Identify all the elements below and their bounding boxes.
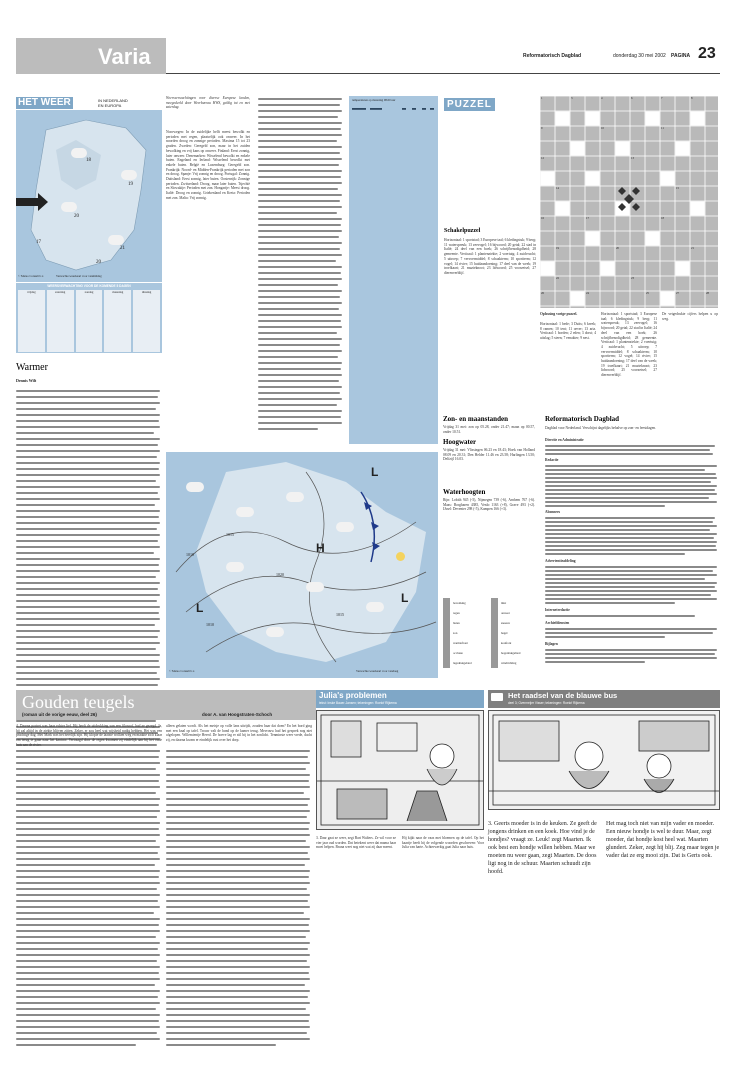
raadsel-col-2: Het mag toch niet van mijn vader en moeder. Een nieuw hondje is wel te duur. Maar, zegt moeder, dat hondje kost heel wat. Maarten glundert. Zeker, zegt hij blij. Zeg maar tegen je vader dat ze erg mooi zijn. Dat is Gerts ook.	[606, 821, 720, 859]
puzzle-grid	[540, 96, 718, 308]
table-title: temperaturen op maandag 08.00 uur	[352, 98, 396, 102]
cell-number: 13	[631, 156, 634, 160]
puzzle-col-3: Horizontaal: 1 sportstad; 3 Europese taal; 6 kledingstuk; 9 berg; 11 waterspreuk; 13 zeevogel; 16 bijwoord; 20 getal; 22 stad in Italië; 24 deel van een boek; 26 schrijfbenodigdheid; 28 gemeente. Verticaal: 1 plantenziekte; 2 voertuig; 4 zuidvrucht; 5 uitroep; 7 vervoermiddel; 8 schaakterm; 10 sportterm; 12 vogel; 14 rivier; 15 huidaandoening; 17 deel van de week; 19 troefkaart; 21 muzieknoot; 23 lidwoord; 25 voorzetsel; 27 dierenverblijf.	[601, 312, 657, 378]
legend-item: zon	[443, 628, 489, 638]
raadsel-comic	[488, 710, 720, 810]
story-col-1-body	[16, 750, 162, 1050]
map-temp: 18	[86, 158, 91, 163]
story-col-1: 4. Daarna portret was haar echter lief. Hij heeft de uitdrukking van een filosoof, had ze gezegd. Ja, hij zal altijd in de ziekte blijven zitten. Zeker, er zou heel wat wijsheid nodig hebben. Het was een prachtige dag. Mei Mark was het heerlijk zijn. Hij klopte de laatste wolken weg en maakte zich klaar om terug te gaan naar het kantoor. Vertraagd door de regen kwamen zij eindelijk aan bij het oude huis aan de rivier.	[16, 724, 162, 747]
map-caption-right: Verwachte weerkaart voor vanmiddag	[56, 274, 102, 278]
julia-col-1: 3. Daar gaat ze weer, zegt Bart Walters. Ze wil voor ze vier jaar oud worden. Dat betekent weer dat mama haar moet helpen. Bruna weet nog niet wat zij daar meent.	[316, 836, 396, 850]
cell-number: 10	[601, 126, 604, 130]
forecast-day: maandag	[104, 290, 131, 352]
map-temp: 20	[74, 214, 79, 219]
isobar-label: 1015	[226, 532, 234, 537]
story-banner	[16, 690, 316, 720]
cloud-icon	[71, 148, 87, 158]
map-svg	[166, 452, 438, 678]
page-header	[16, 38, 720, 74]
puzzle-solution-title: Oplossing vorige puzzel.	[540, 312, 578, 316]
forecast-day: zaterdag	[47, 290, 74, 352]
legend-item: onweer	[491, 608, 537, 618]
cell-number: 1	[541, 96, 543, 100]
raadsel-title: Het raadsel van de blauwe bus	[508, 691, 618, 700]
europe-intro: Weersverwachtingen voor diverse Europese landen, meegedeeld door Weerbureau HWS, geldig tot en met zaterdag.	[166, 96, 250, 110]
weather-legend	[443, 598, 537, 678]
page-label: PAGINA	[671, 53, 691, 59]
legend-item: mist	[491, 598, 537, 608]
raadsel-credits: deel 3; Overmeijer Visser; tekeningen: Roelof Rijkema	[508, 701, 585, 705]
julia-col-2: Hij kijkt naar de vaas met bloemen op de tafel. Op het kaartje heeft hij de volgende woorden geschreven: Voor Julia van harte. Achterwerkig gaat Julia naar huis.	[402, 836, 484, 850]
bus-icon	[491, 693, 503, 701]
cell-number: 17	[586, 216, 589, 220]
section-title: Varia	[98, 44, 151, 69]
comic-drawing	[317, 711, 483, 829]
comic-drawing	[489, 711, 719, 809]
cell-number: 8	[691, 96, 693, 100]
story-title: Gouden teugels	[22, 692, 135, 712]
sun-icon	[396, 552, 405, 561]
cell-number: 12	[541, 156, 544, 160]
story-col-2: alleen gelaten wordt. Als het meisje op volle lans uitrijdt, zouden haar dat doen? En het bord ging met een knal op tafel. Trouw valt de hond op de kamer terug. Mevrouw had het gesprek nog niet afgelopen. Willemientje Heerd. De hoeve lag er stil bij in het zonlicht. Tenminste weer vrede, dacht zij, en daarna kwam er eindelijk rust over het dorp.	[166, 724, 312, 743]
forecast-days	[18, 290, 160, 352]
cloud-icon	[121, 170, 137, 180]
story-col-2-body	[166, 750, 312, 1050]
cell-number: 19	[556, 246, 559, 250]
weather-article-byline: Dennis Wilt	[16, 378, 37, 383]
cell-number: 18	[661, 216, 664, 220]
forecast-day: vrijdag	[18, 290, 45, 352]
legend-item: sneeuw	[491, 618, 537, 628]
cell-number: 7	[661, 96, 663, 100]
europe-weather-map	[166, 452, 438, 678]
cell-number: 14	[556, 186, 559, 190]
cell-number: 3	[571, 96, 573, 100]
cell-number: 23	[631, 276, 634, 280]
rd-title: Reformatorisch Dagblad	[545, 415, 620, 423]
isobar-label: 1010	[206, 622, 214, 627]
cloud-icon	[286, 492, 304, 502]
cloud-icon	[108, 235, 124, 245]
weather-subtitle-2: EN EUROPA	[98, 103, 122, 108]
pressure-low: L	[371, 465, 379, 479]
date: donderdag 30 mei 2002	[613, 53, 666, 59]
cloud-icon	[61, 202, 77, 212]
cloud-icon	[306, 582, 324, 592]
forecast-day: dinsdag	[133, 290, 160, 352]
rd-heading: Advertentieafdeling	[545, 559, 576, 563]
weather-title: HET WEER	[18, 97, 71, 108]
puzzle-section-title: Schakelpuzzel	[444, 228, 481, 234]
cell-number: 24	[586, 291, 589, 295]
cell-number: 11	[661, 126, 664, 130]
cell-number: 9	[541, 126, 543, 130]
raadsel-banner	[488, 690, 720, 708]
map-svg	[16, 110, 162, 282]
map-temp: 20	[96, 260, 101, 265]
rd-heading: Bijlagen	[545, 642, 558, 646]
story-author: door A. van Hoogstraten-Schoch	[202, 712, 273, 717]
story-subtitle: (roman uit de vorige eeuw, deel 26)	[22, 712, 97, 717]
legend-item: lagedrukgebied	[443, 658, 489, 668]
puzzle-title: PUZZEL	[444, 98, 495, 111]
cloud-icon	[336, 522, 354, 532]
weather-article-title: Warmer	[16, 362, 48, 373]
rd-heading: Abonnees	[545, 510, 560, 514]
cell-number: 25	[646, 291, 649, 295]
puzzle-clues: Horizontaal: 1 sportstad; 3 Europese taal; 6 kledingstuk; 9 berg; 11 waterspreuk; 13 zeevogel; 16 bijwoord; 20 getal; 22 stad in Italië; 24 deel van een boek; 26 schrijfbenodigdheid; 28 gemeente. Verticaal: 1 plantenziekte; 2 voertuig; 4 zuidvrucht; 5 uitroep; 7 vervoermiddel; 8 schaakterm; 10 sportterm; 12 vogel; 14 rivier; 15 huidaandoening; 17 deel van de week; 19 troefkaart; 21 muzieknoot; 23 lidwoord; 25 voorzetsel; 27 dierenverblijf.	[444, 238, 536, 275]
puzzle-solution: Horizontaal: 1 bede; 3 Duits; 6 kreek; 8 ramen; 10 tent; 11 oever; 13 aria. Verticaal: 1 borden; 2 eden; 3 dorst; 4 uitslag; 5 steen; 7 eenakter; 9 nest.	[540, 322, 596, 341]
forecast-day: zondag	[76, 290, 103, 352]
julia-credits: tekst: Inske Bauer-Jansen; tekeningen: Roelof Rijkema	[319, 701, 397, 705]
nl-weather-map	[16, 110, 162, 282]
rd-heading: Directie en Administratie	[545, 438, 584, 442]
isobar-label: 1020	[276, 572, 284, 577]
pressure-high: H	[316, 541, 325, 555]
cloud-icon	[226, 562, 244, 572]
cell-number: 22	[556, 276, 559, 280]
water-title: Waterhoogten	[443, 488, 486, 496]
legend-item: warmtefront	[443, 638, 489, 648]
pressure-low: L	[401, 591, 409, 605]
cell-number: 4	[601, 96, 603, 100]
cloud-icon	[366, 602, 384, 612]
europe-col-2	[258, 96, 342, 441]
sun-title: Zon- en maanstanden	[443, 415, 508, 423]
rd-heading: Internetredactie	[545, 608, 570, 612]
puzzle-help: De vetgedrukte cijfers helpen u op weg.	[662, 312, 718, 321]
cell-number: 28	[706, 291, 709, 295]
cell-number: 6	[631, 96, 633, 100]
legend-item: occlusie	[443, 648, 489, 658]
legend-item: hagel	[491, 628, 537, 638]
grid-svg	[540, 96, 718, 308]
julia-comic	[316, 710, 484, 830]
rd-heading: Archiefdiensten	[545, 621, 570, 625]
cell-number: 27	[676, 291, 679, 295]
weather-header	[16, 96, 161, 110]
tide-text: Vrijdag 31 mei: Vlissingen 06.23 en 18.43; Hoek van Holland 08.09 en 20.31; Den Helder 11.46 en 23.58; Harlingen 13.50; Delfzijl 16.03.	[443, 448, 535, 462]
cell-number: 16	[541, 216, 544, 220]
forecast-label: WEERSVERWACHTING VOOR DE KOMENDE 5 DAGEN	[47, 284, 131, 288]
cell-number: 15	[676, 186, 679, 190]
legend-item: windrichting	[491, 658, 537, 668]
weather-subtitle-1: IN NEDERLAND	[98, 98, 128, 103]
paper-name: Reformatorisch Dagblad	[523, 53, 582, 59]
map-temp: 19	[128, 182, 133, 187]
legend-item: bewolking	[443, 598, 489, 608]
isobar-label: 1010	[186, 552, 194, 557]
pressure-low: L	[196, 601, 204, 615]
cell-number: 26	[541, 291, 544, 295]
europe-col-1: Noorwegen: In de zuidelijke helft meest bewolkt en perioden met regen, plaatselijk ook onweer. In het noorden droog en zonnige perioden. Maxima 15 tot 23 graden. Zweden: Geregeld zon, maar in het zuiden bewolking en vrij kans op onweer. Finland: Eerst zonnig, later onweer. Denemarken: Wisselend bewolkt en enkele buien. Engeland en Ierland: Wisselend bewolkt met enkele buien. België en Luxemburg: Geregeld zon. Frankrijk: Noord- en Midden-Frankrijk perioden met zon en droog. Spanje: Vrij zonnig en droog. Portugal: Zonnig. Duitsland: Eerst zonnig, later buien. Oostenrijk: Zonnige perioden. Zwitserland: Droog, maar later buien. Tsjechië en Slowakije: Perioden met zon. Hongarije: Meest droog. Italië: Droog en zonnig. Griekenland en Kreta: Perioden met zon. Malta: Vrij zonnig.	[166, 130, 250, 200]
rd-heading: Redactie	[545, 458, 559, 462]
cell-number: 21	[691, 246, 694, 250]
page-number: 23	[698, 45, 716, 62]
water-text: Rijn: Lobith 945 (-5), Nijmegen 739 (-6), Arnhem 767 (-6). Maas: Borgharen 4385, Venlo 1163 (+8), Grave 493 (+2). IJssel: Deventer 298 (-5), Kampen 166 (+3).	[443, 498, 535, 512]
cloud-icon	[186, 482, 204, 492]
julia-banner	[316, 690, 484, 708]
legend-item: hogedrukgebied	[491, 648, 537, 658]
julia-title: Julia's problemen	[319, 691, 387, 700]
isobar-label: 1015	[336, 612, 344, 617]
rd-colophon	[545, 438, 718, 678]
map-caption-left: © Meteo Consult b.v.	[18, 274, 44, 278]
tide-title: Hoogwater	[443, 438, 477, 446]
sun-text: Vrijdag 31 mei: zon op 05.28, onder 21.47; maan op 00.57, onder 10.51.	[443, 425, 535, 434]
rd-intro: Dagblad voor Nederland. Verschijnt dagelijks behalve op zon- en feestdagen.	[545, 426, 657, 430]
legend-item: buien	[443, 618, 489, 628]
cell-number: 20	[616, 246, 619, 250]
map-caption-right: Verwachte weerkaart voor vandaag	[356, 669, 399, 673]
cloud-icon	[236, 507, 254, 517]
table-rows	[352, 106, 436, 440]
legend-item: koufront	[491, 638, 537, 648]
map-temp: 21	[120, 246, 125, 251]
legend-item: regen	[443, 608, 489, 618]
forecast-strip	[16, 283, 162, 353]
temperature-table	[349, 96, 438, 444]
cloud-icon	[266, 627, 284, 637]
raadsel-col-1: 3. Geerts moeder is in de keuken. Ze geeft de jongens drinken en een koek. Hoe vind je de hondjes? vraagt ze. Leuk! zegt Maarten. Ik ook best een hondje willen hebben. Maar we moeten nu weer gaan, zegt Maarten. De doos ligt nog in de schuur. Maarten schuudt zijn hoofd.	[488, 821, 597, 875]
map-temp: 17	[36, 240, 41, 245]
map-caption-left: © Meteo Consult b.v.	[169, 669, 195, 673]
